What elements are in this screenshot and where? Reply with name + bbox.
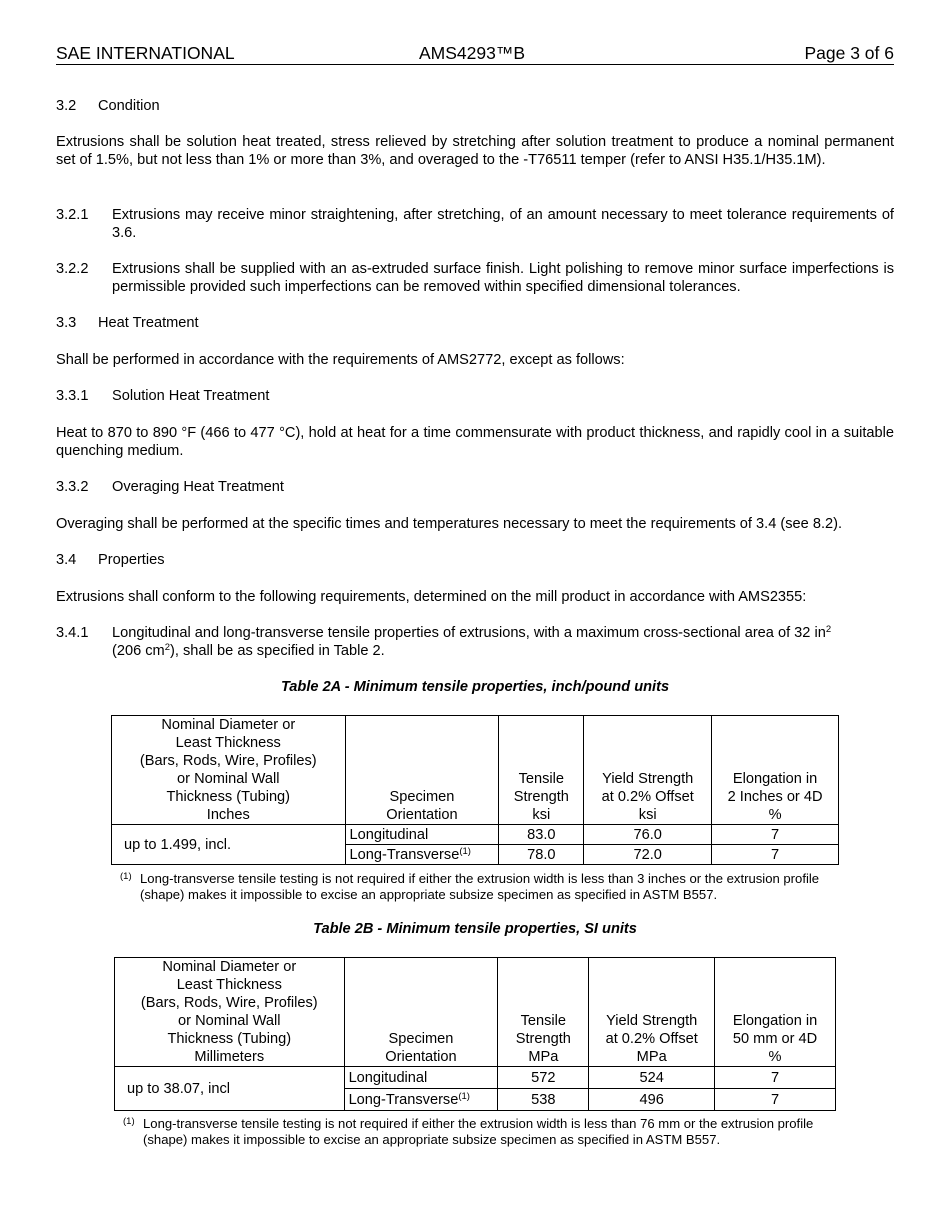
header-line: or Nominal Wall — [178, 1013, 281, 1029]
section-title: Properties — [98, 552, 165, 568]
header-line: MPa — [528, 1049, 559, 1065]
header-line: % — [768, 1049, 782, 1065]
header-nominal-diameter — [115, 958, 345, 1067]
section-body — [112, 625, 894, 660]
header-line: Tensile — [520, 1013, 567, 1029]
orientation-cell — [345, 845, 499, 865]
body-text-c: ), shall be as specified in Table 2. — [170, 642, 385, 659]
header-nominal-diameter — [112, 716, 346, 825]
elongation-cell: 7 — [712, 825, 839, 845]
footnote-text: Long-transverse tensile testing is not required if either the extrusion width is less than 3 inches or the extrusion profile (shape) makes it impossible to excise an appropriate subsize specimen as specified in ASTM B557. — [140, 871, 820, 902]
document-page — [56, 42, 894, 1147]
header-elongation — [715, 958, 836, 1067]
header-line: ksi — [532, 807, 551, 823]
header-line: 50 mm or 4D — [732, 1031, 818, 1047]
header-specimen-orientation — [345, 716, 499, 825]
table-header-row — [112, 716, 839, 825]
superscript-squared: 2 — [164, 641, 171, 653]
elongation-cell: 7 — [712, 845, 839, 865]
thickness-range: up to 1.499, incl. — [112, 825, 346, 865]
header-line: Least Thickness — [175, 735, 281, 751]
yield-cell: 524 — [589, 1067, 715, 1089]
orientation-label: Longitudinal — [349, 826, 429, 843]
header-line: Specimen — [389, 789, 455, 805]
tensile-cell: 572 — [498, 1067, 589, 1089]
header-line: Strength — [515, 1031, 571, 1047]
orientation-cell — [344, 1067, 498, 1089]
table-2a — [111, 715, 839, 865]
header-line: ksi — [638, 807, 657, 823]
header-line: Elongation in — [732, 771, 818, 787]
section-title: Overaging Heat Treatment — [112, 479, 284, 495]
header-line: Thickness (Tubing) — [166, 789, 291, 805]
elongation-cell: 7 — [715, 1089, 836, 1111]
footnote-mark: (1) — [120, 871, 132, 882]
orientation-label: Long-Transverse — [349, 846, 460, 863]
header-line: at 0.2% Offset — [605, 1031, 698, 1047]
section-3-3-heading — [56, 315, 199, 333]
header-line: MPa — [636, 1049, 667, 1065]
section-number: 3.4.1 — [56, 625, 89, 641]
header-line: Least Thickness — [176, 977, 282, 993]
section-number: 3.2 — [56, 98, 77, 114]
section-number: 3.2.2 — [56, 261, 89, 277]
footnote-text: Long-transverse tensile testing is not required if either the extrusion width is less than 76 mm or the extrusion profile (shape) makes it impossible to excise an appropriate subsize specimen as specified in ASTM B557. — [143, 1116, 814, 1147]
orientation-cell — [345, 825, 499, 845]
tensile-cell: 538 — [498, 1089, 589, 1111]
section-3-3-2-body: Overaging shall be performed at the specific times and temperatures necessary to meet the requirements of 3.4 (see 8.2). — [56, 516, 843, 532]
header-line: Specimen — [388, 1031, 454, 1047]
header-yield-strength — [589, 958, 715, 1067]
section-3-4-heading — [56, 552, 165, 570]
section-number: 3.2.1 — [56, 207, 89, 223]
orientation-label: Long-Transverse — [348, 1091, 459, 1108]
table-2b-caption: Table 2B - Minimum tensile properties, SI units — [313, 921, 637, 937]
header-specimen-orientation — [344, 958, 498, 1067]
section-number: 3.4 — [56, 552, 77, 568]
orientation-label: Longitudinal — [348, 1069, 428, 1086]
header-page-number: Page 3 of 6 — [804, 43, 894, 63]
section-3-2-body: Extrusions shall be solution heat treated, stress relieved by stretching after solution treatment to produce a nominal permanent set of 1.5%, but not less than 1% or more than 3%, and overaged to the -T76511 temper (refer to ANSI H35.1/H35.1M). — [56, 134, 894, 168]
orientation-cell — [344, 1089, 498, 1111]
table-row — [112, 825, 839, 845]
header-line: Millimeters — [194, 1049, 265, 1065]
header-line: Strength — [513, 789, 569, 805]
table-header-row — [115, 958, 836, 1067]
footnote-reference: (1) — [458, 1090, 470, 1102]
tensile-cell: 78.0 — [499, 845, 584, 865]
yield-cell: 72.0 — [584, 845, 712, 865]
footnote-mark: (1) — [123, 1116, 135, 1127]
header-line: Thickness (Tubing) — [167, 1031, 292, 1047]
tensile-cell: 83.0 — [499, 825, 584, 845]
table-2b — [114, 957, 836, 1111]
header-organization: SAE INTERNATIONAL — [56, 43, 235, 63]
section-number: 3.3 — [56, 315, 77, 331]
header-tensile-strength — [498, 958, 589, 1067]
section-number: 3.3.2 — [56, 479, 89, 495]
page-header — [56, 42, 894, 65]
header-line: Orientation — [386, 807, 458, 823]
section-3-4-1 — [56, 625, 894, 660]
header-line: Nominal Diameter or — [162, 959, 297, 975]
superscript-squared: 2 — [825, 624, 832, 635]
table-2a-caption: Table 2A - Minimum tensile properties, inch/pound units — [280, 679, 670, 695]
thickness-range: up to 38.07, incl — [115, 1067, 345, 1111]
section-body: Extrusions may receive minor straightening, after stretching, of an amount necessary to meet tolerance requirements of 3.6. — [112, 207, 894, 241]
section-3-3-2-heading — [56, 479, 284, 497]
yield-cell: 76.0 — [584, 825, 712, 845]
header-line: Yield Strength — [602, 771, 694, 787]
header-line: (Bars, Rods, Wire, Profiles) — [139, 753, 317, 769]
section-title: Heat Treatment — [98, 315, 199, 331]
header-line: Nominal Diameter or — [161, 717, 296, 733]
header-line: Orientation — [385, 1049, 457, 1065]
header-line: Elongation in — [732, 1013, 818, 1029]
section-3-3-body: Shall be performed in accordance with the requirements of AMS2772, except as follows: — [56, 352, 625, 368]
section-title: Condition — [98, 98, 160, 114]
body-text-b: (206 cm — [112, 642, 165, 659]
table-2b-footnote — [123, 1116, 843, 1148]
header-line: Tensile — [518, 771, 565, 787]
header-tensile-strength — [499, 716, 584, 825]
section-title: Solution Heat Treatment — [112, 388, 270, 404]
body-text-a: Longitudinal and long-transverse tensile properties of extrusions, with a maximum cross-sectional area of 32 in — [112, 625, 826, 641]
header-line: % — [768, 807, 782, 823]
header-line: 2 Inches or 4D — [727, 789, 823, 805]
header-line: (Bars, Rods, Wire, Profiles) — [140, 995, 318, 1011]
header-line: Yield Strength — [606, 1013, 698, 1029]
section-body: Extrusions shall be supplied with an as-extruded surface finish. Light polishing to remove minor surface imperfections is permissible provided such imperfections can be removed within specified dimensional tolerances. — [112, 261, 894, 295]
section-3-3-1-body: Heat to 870 to 890 °F (466 to 477 °C), hold at heat for a time commensurate with product thickness, and rapidly cool in a suitable quenching medium. — [56, 425, 894, 459]
header-document-number: AMS4293™B — [419, 43, 526, 63]
section-3-2-1 — [56, 207, 894, 242]
footnote-reference: (1) — [459, 845, 471, 857]
header-line: or Nominal Wall — [177, 771, 280, 787]
header-yield-strength — [584, 716, 712, 825]
header-elongation — [712, 716, 839, 825]
header-line: at 0.2% Offset — [601, 789, 694, 805]
section-3-2-2 — [56, 261, 894, 296]
section-3-4-body: Extrusions shall conform to the following requirements, determined on the mill product in accordance with AMS2355: — [56, 589, 807, 605]
section-3-3-1-heading — [56, 388, 269, 406]
section-3-2-heading — [56, 98, 160, 116]
section-number: 3.3.1 — [56, 388, 89, 404]
elongation-cell: 7 — [715, 1067, 836, 1089]
table-2a-footnote — [120, 871, 840, 903]
table-row — [115, 1067, 836, 1089]
header-line: Inches — [206, 807, 250, 823]
yield-cell: 496 — [589, 1089, 715, 1111]
